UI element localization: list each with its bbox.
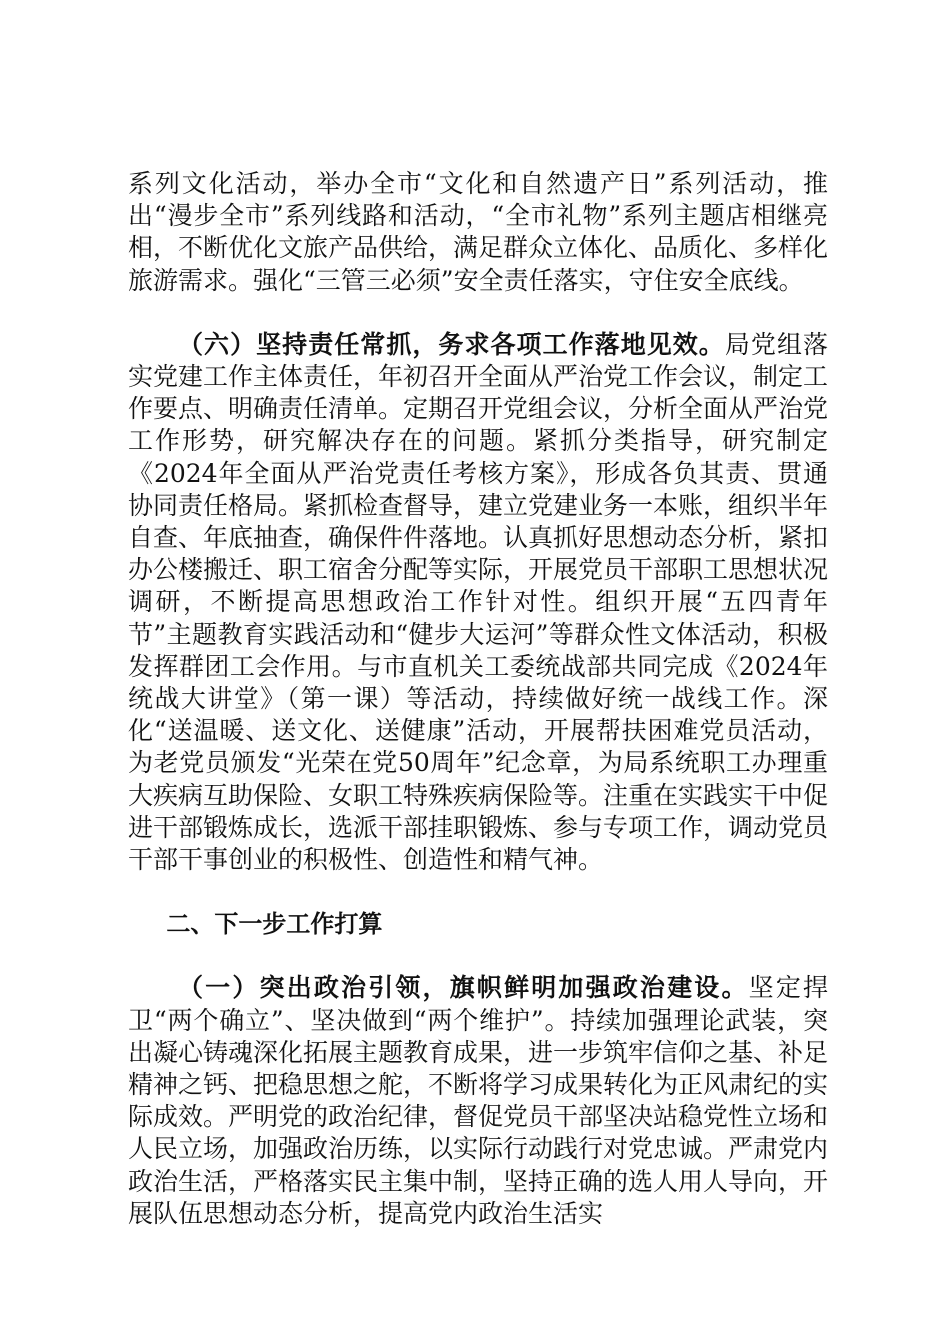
section-one-title: （一）突出政治引领，旗帜鲜明加强政治建设。 [178,973,749,1003]
continuation-text: 系列文化活动，举办全市“文化和自然遗产日”系列活动，推出“漫步全市”系列线路和活动，“全市礼物”系列主题店相继亮相，不断优化文旅产品供给，满足群众立体化、品质化、多样化旅游需求。强化“三管三必须”安全责任落实，守住安全底线。 [128,169,829,295]
section-six-title: （六）坚持责任常抓，务求各项工作落地见效。 [178,329,725,359]
paragraph-spacer [128,940,828,972]
document-body [128,168,828,1230]
section-one-body: 坚定捍卫“两个确立”、坚决做到“两个维护”。持续加强理论武装，突出凝心铸魂深化拓展主题教育成果，进一步筑牢信仰之基、补足精神之钙、把稳思想之舵，不断将学习成果转化为正风肃纪的实际成效。严明党的政治纪律，督促党员干部坚决站稳党性立场和人民立场，加强政治历练，以实际行动践行对党忠诚。严肃党内政治生活，严格落实民主集中制，坚持正确的选人用人导向，开展队伍思想动态分析，提高党内政治生活实 [128,973,829,1228]
section-six-body: 局党组落实党建工作主体责任，年初召开全面从严治党工作会议，制定工作要点、明确责任清单。定期召开党组会议，分析全面从严治党工作形势，研究解决存在的问题。紧抓分类指导，研究制定《2024年全面从严治党责任考核方案》，形成各负其责、贯通协同责任格局。紧抓检查督导，建立党建业务一本账，组织半年自查、年底抽查，确保件件落地。认真抓好思想动态分析，紧扣办公楼搬迁、职工宿舍分配等实际，开展党员干部职工思想状况调研，不断提高思想政治工作针对性。组织开展“五四青年节”主题教育实践活动和“健步大运河”等群众性文体活动，积极发挥群团工会作用。与市直机关工委统战部共同完成《2024年统战大讲堂》（第一课）等活动，持续做好统一战线工作。深化“送温暖、送文化、送健康”活动，开展帮扶困难党员活动，为老党员颁发“光荣在党50周年”纪念章，为局系统职工办理重大疾病互助保险、女职工特殊疾病保险等。注重在实践实干中促进干部锻炼成长，选派干部挂职锻炼、参与专项工作，调动党员干部干事创业的积极性、创造性和精气神。 [128,329,829,875]
paragraph-spacer [128,297,828,329]
heading-next-steps: 二、下一步工作打算 [166,910,383,939]
section-one-paragraph [128,972,828,1230]
section-six-paragraph [128,329,828,876]
continuation-paragraph [128,168,828,297]
paragraph-spacer [128,876,828,908]
